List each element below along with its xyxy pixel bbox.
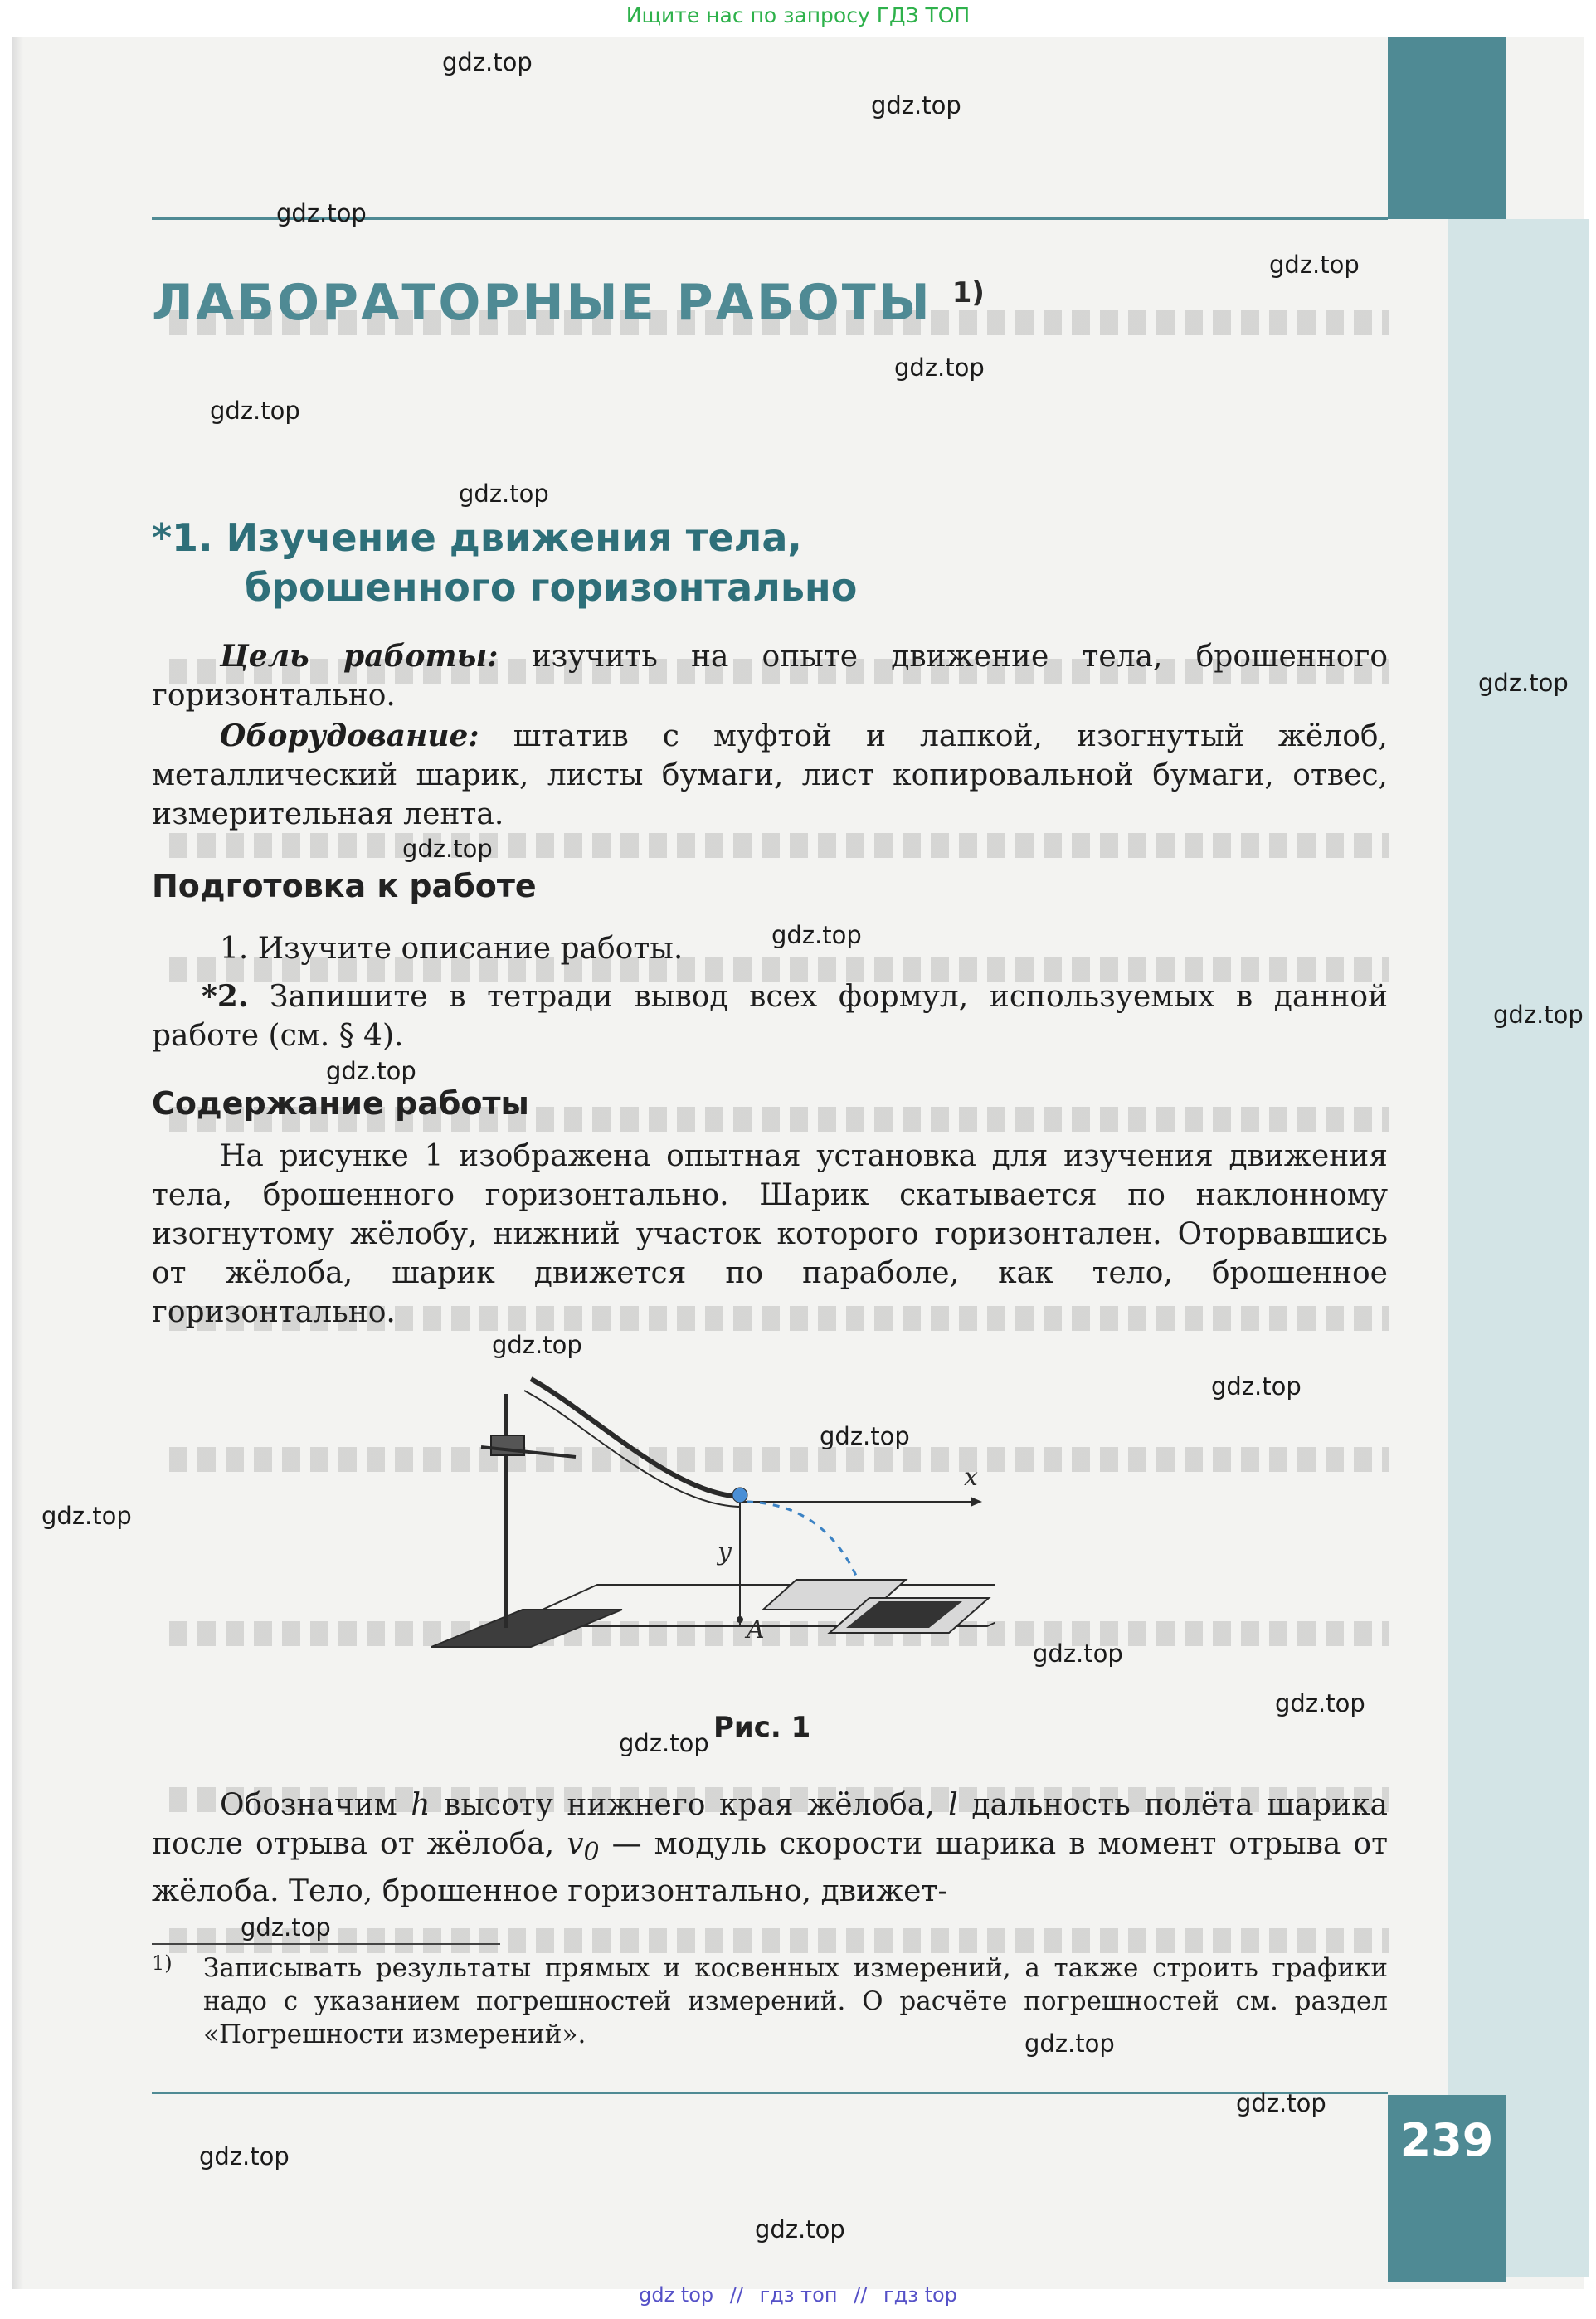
preparation-item-2-mark: *2. bbox=[202, 979, 249, 1014]
watermark[interactable]: gdz.top bbox=[871, 91, 961, 119]
watermark[interactable]: gdz.top bbox=[1236, 2089, 1326, 2117]
footnote-text: Записывать результаты прямых и косвенных измерений, а также строить графики надо с указанием погрешностей измерений. О расчёте погрешностей см. раздел «Погрешности измерений». bbox=[203, 1953, 1388, 2049]
watermark[interactable]: gdz.top bbox=[1493, 1001, 1584, 1029]
watermark[interactable]: gdz.top bbox=[1269, 251, 1360, 279]
equipment-text: штатив с муфтой и лапкой, изогнутый жёлоб, металлический шарик, листы бумаги, лист копировальной бумаги, отвес, измерительная лента. bbox=[152, 719, 1388, 831]
section-title bbox=[152, 513, 857, 612]
watermark[interactable]: gdz.top bbox=[1211, 1372, 1302, 1401]
figure-caption: Рис. 1 bbox=[713, 1711, 811, 1744]
section-title-line1: Изучение движения тела, bbox=[226, 515, 802, 560]
watermark[interactable]: gdz.top bbox=[241, 1913, 331, 1941]
watermark[interactable]: gdz.top bbox=[210, 397, 300, 425]
equipment-label: Оборудование: bbox=[220, 719, 479, 753]
goal-paragraph bbox=[152, 637, 1388, 715]
y-axis-label: y bbox=[718, 1537, 732, 1566]
footer-rule bbox=[152, 2092, 1388, 2094]
watermark[interactable]: gdz.top bbox=[276, 199, 367, 227]
after-text-c: дальность полёта шарика после отрыва от жёлоба, bbox=[152, 1788, 1389, 1861]
var-l: l bbox=[948, 1788, 958, 1822]
after-text-d: — модуль скорости шарика в момент отрыва от жёлоба. Тело, брошенное горизонтально, движет- bbox=[152, 1827, 1388, 1909]
watermark[interactable]: gdz.top bbox=[199, 2142, 290, 2170]
bottom-link-gdz-top-ru[interactable]: гдз топ bbox=[759, 2283, 838, 2307]
page-title bbox=[152, 274, 985, 332]
preparation-item-1: 1. Изучите описание работы. bbox=[220, 932, 684, 966]
page-title-text: ЛАБОРАТОРНЫЕ РАБОТЫ bbox=[152, 274, 932, 332]
bottom-link-separator: // bbox=[729, 2283, 743, 2307]
watermark[interactable]: gdz.top bbox=[894, 353, 985, 382]
var-h: h bbox=[411, 1788, 431, 1822]
point-a-marker bbox=[737, 1616, 743, 1623]
section-title-line2: брошенного горизонтально bbox=[245, 565, 858, 610]
top-search-banner[interactable]: Ищите нас по запросу ГДЗ ТОП bbox=[625, 3, 971, 27]
stand-base bbox=[431, 1610, 622, 1647]
after-figure-paragraph bbox=[152, 1786, 1388, 1911]
figure-1-drawing bbox=[398, 1361, 995, 1676]
footnote bbox=[152, 1951, 1388, 2051]
watermark[interactable]: gdz.top bbox=[619, 1729, 709, 1757]
page-spine-shadow bbox=[12, 37, 23, 2289]
var-v-subscript: 0 bbox=[583, 1838, 600, 1868]
watermark[interactable]: gdz.top bbox=[771, 921, 862, 949]
watermark[interactable]: gdz.top bbox=[1024, 2029, 1115, 2058]
footnote-rule bbox=[152, 1943, 500, 1945]
watermark[interactable]: gdz.top bbox=[1478, 669, 1569, 697]
goal-text: изучить на опыте движение тела, брошенного горизонтально. bbox=[152, 640, 1388, 713]
goal-label: Цель работы: bbox=[220, 639, 499, 674]
bottom-link-separator: // bbox=[854, 2283, 868, 2307]
figure-1 bbox=[398, 1361, 995, 1676]
x-axis-label: x bbox=[964, 1463, 978, 1492]
watermark[interactable]: gdz.top bbox=[755, 2215, 845, 2243]
content-heading: Содержание работы bbox=[152, 1085, 529, 1122]
var-v0 bbox=[567, 1827, 600, 1868]
preparation-item-2-text: Запишите в тетради вывод всех формул, используемых в данной работе (см. § 4). bbox=[152, 980, 1388, 1053]
equipment-paragraph bbox=[152, 717, 1388, 834]
watermark[interactable]: gdz.top bbox=[402, 835, 493, 863]
section-number: *1. bbox=[152, 515, 213, 560]
side-margin-strip bbox=[1448, 219, 1589, 2277]
bottom-link-gdz-top[interactable]: gdz top bbox=[639, 2283, 714, 2307]
preparation-heading: Подготовка к работе bbox=[152, 868, 537, 904]
footnote-mark: 1) bbox=[152, 1951, 173, 1975]
page-number: 239 bbox=[1399, 2114, 1494, 2166]
watermark[interactable]: gdz.top bbox=[326, 1057, 416, 1085]
top-side-tab bbox=[1388, 37, 1506, 219]
ball bbox=[732, 1488, 747, 1503]
content-paragraph: На рисунке 1 изображена опытная установка для изучения движения тела, брошенного горизонтально. Шарик скатывается по наклонному изогнутому жёлобу, нижний участок которого горизонтален. Оторвавшись от жёлоба, шарик движется по параболе, как тело, брошенное горизонтально. bbox=[152, 1139, 1388, 1329]
bottom-links bbox=[0, 2283, 1596, 2307]
title-footnote-mark: 1) bbox=[951, 276, 985, 309]
bottom-link-gdz-top-mixed[interactable]: гдз top bbox=[883, 2283, 957, 2307]
watermark[interactable]: gdz.top bbox=[459, 480, 549, 508]
watermark[interactable]: gdz.top bbox=[492, 1331, 582, 1359]
var-v: v bbox=[567, 1827, 584, 1861]
after-text-a: Обозначим bbox=[220, 1788, 397, 1822]
point-a-label: A bbox=[747, 1615, 765, 1644]
groove-chute bbox=[531, 1379, 740, 1497]
watermark[interactable]: gdz.top bbox=[820, 1422, 910, 1450]
after-text-b: высоту нижнего края жёлоба, bbox=[444, 1788, 935, 1822]
watermark[interactable]: gdz.top bbox=[41, 1502, 132, 1530]
watermark[interactable]: gdz.top bbox=[1275, 1689, 1365, 1717]
watermark[interactable]: gdz.top bbox=[442, 48, 533, 76]
watermark[interactable]: gdz.top bbox=[1033, 1639, 1123, 1668]
preparation-item-2 bbox=[152, 977, 1388, 1055]
x-axis-arrow bbox=[971, 1497, 982, 1507]
